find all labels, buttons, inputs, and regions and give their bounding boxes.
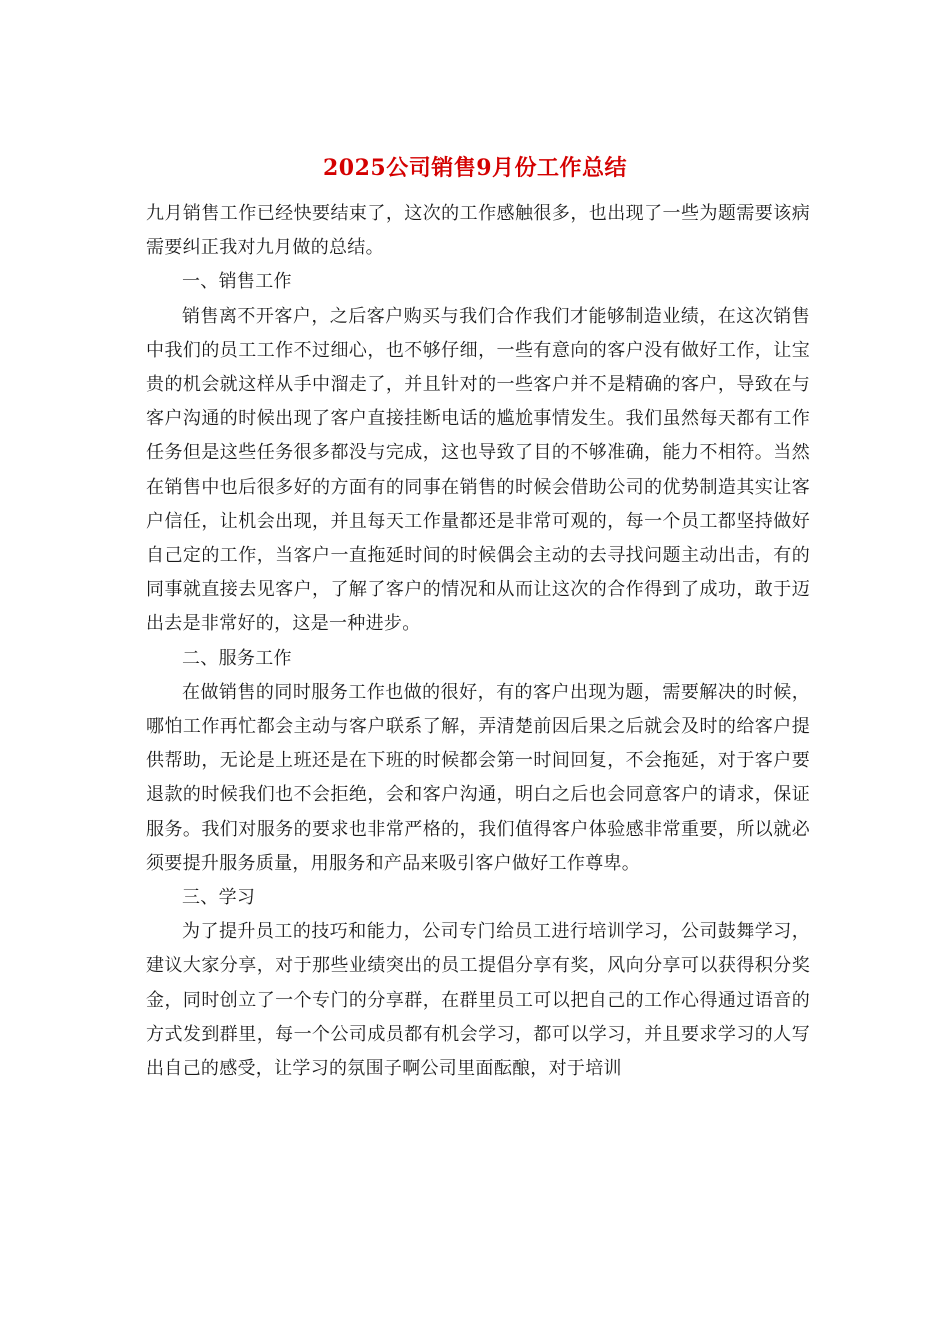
document-body <box>146 197 810 1086</box>
section-text-service: 在做销售的同时服务工作也做的很好，有的客户出现为题，需要解决的时候，哪怕工作再忙都会主动与客户联系了解，弄清楚前因后果之后就会及时的给客户提供帮助，无论是上班还是在下班的时候都会第一时间回复，不会拖延，对于客户要退款的时候我们也不会拒绝，会和客户沟通，明白之后也会同意客户的请求，保证服务。我们对服务的要求也非常严格的，我们值得客户体验感非常重要，所以就必须要提升服务质量，用服务和产品来吸引客户做好工作尊卑。 <box>146 681 810 874</box>
section-heading-sales: 一、销售工作 <box>182 271 292 293</box>
section-heading-learning: 三、学习 <box>182 887 256 909</box>
section-text-learning: 为了提升员工的技巧和能力，公司专门给员工进行培训学习，公司鼓舞学习，建议大家分享，对于那些业绩突出的员工提倡分享有奖，风向分享可以获得积分奖金，同时创立了一个专门的分享群，在群里员工可以把自己的工作心得通过语音的方式发到群里，每一个公司成员都有机会学习，都可以学习，并且要求学习的人写出自己的感受，让学习的氛围子啊公司里面酝酿，对于培训 <box>146 921 810 1080</box>
intro-paragraph: 九月销售工作已经快要结束了，这次的工作感触很多，也出现了一些为题需要该病需要纠正我对九月做的总结。 <box>146 203 810 259</box>
section-heading-service: 二、服务工作 <box>182 647 292 669</box>
section-text-sales: 销售离不开客户，之后客户购买与我们合作我们才能够制造业绩，在这次销售中我们的员工工作不过细心，也不够仔细，一些有意向的客户没有做好工作，让宝贵的机会就这样从手中溜走了，并且针对的一些客户并不是精确的客户，导致在与客户沟通的时候出现了客户直接挂断电话的尴尬事情发生。我们虽然每天都有工作任务但是这些任务很多都没与完成，这也导致了目的不够准确，能力不相符。当然在销售中也后很多好的方面有的同事在销售的时候会借助公司的优势制造其实让客户信任，让机会出现，并且每天工作量都还是非常可观的，每一个员工都坚持做好自己定的工作，当客户一直拖延时间的时候偶会主动的去寻找问题主动出击，有的同事就直接去见客户，了解了客户的情况和从而让这次的合作得到了成功，敢于迈出去是非常好的，这是一种进步。 <box>146 305 810 635</box>
document-title: 2025公司销售9月份工作总结 <box>322 155 628 181</box>
